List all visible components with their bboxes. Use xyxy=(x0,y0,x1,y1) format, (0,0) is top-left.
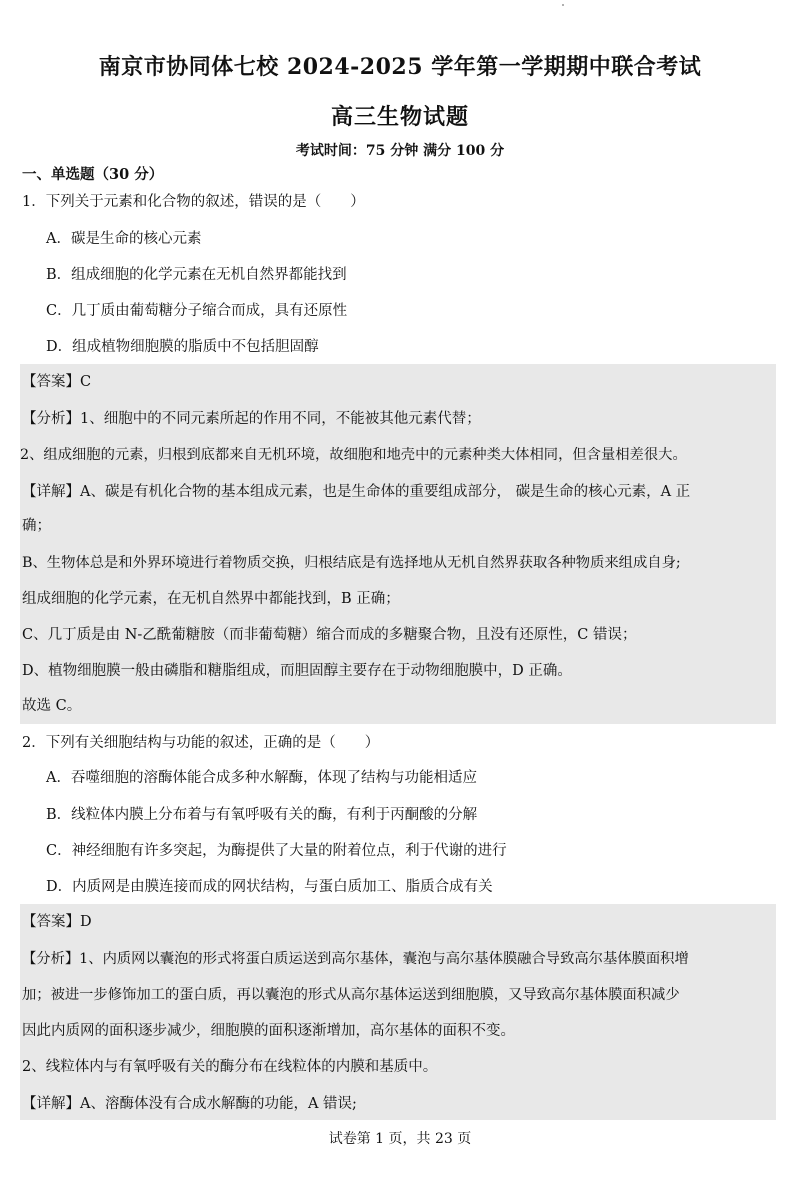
question-1-detail-a-cont: 确； xyxy=(22,518,51,534)
question-2-analysis-1-cont2: 因此内质网的面积逐步减少，细胞膜的面积逐渐增加，高尔基体的面积不变。 xyxy=(22,1023,515,1039)
question-1-option-a: A．碳是生命的核心元素 xyxy=(46,231,202,247)
question-1-analysis-1: 【分析】1、细胞中的不同元素所起的作用不同，不能被其他元素代替； xyxy=(22,411,481,427)
question-2-analysis-2: 2、线粒体内与有氧呼吸有关的酶分布在线粒体的内膜和基质中。 xyxy=(22,1059,438,1075)
question-1-analysis-2: 2、组成细胞的元素，归根到底都来自无机环境，故细胞和地壳中的元素种类大体相同，但含量相差很大。 xyxy=(20,447,687,463)
question-2-option-d: D．内质网是由膜连接而成的网状结构，与蛋白质加工、脂质合成有关 xyxy=(46,879,493,895)
question-1-stem: 1．下列关于元素和化合物的叙述，错误的是（ ） xyxy=(22,194,365,210)
section-heading: 一、单选题（30 分） xyxy=(22,166,164,183)
question-1-option-d: D．组成植物细胞膜的脂质中不包括胆固醇 xyxy=(46,339,319,355)
question-2-option-c: C．神经细胞有许多突起，为酶提供了大量的附着位点，利于代谢的进行 xyxy=(46,843,507,859)
page-footer: 试卷第 1 页，共 23 页 xyxy=(328,1131,472,1147)
question-2-analysis-1: 【分析】1、内质网以囊泡的形式将蛋白质运送到高尔基体，囊泡与高尔基体膜融合导致高尔基体膜面积增 xyxy=(22,951,689,967)
exam-title: 南京市协同体七校 2024-2025 学年第一学期期中联合考试 xyxy=(98,54,702,80)
exam-time-info: 考试时间：75 分钟 满分 100 分 xyxy=(295,143,505,159)
question-2-stem: 2．下列有关细胞结构与功能的叙述，正确的是（ ） xyxy=(22,735,380,751)
question-2-option-b: B．线粒体内膜上分布着与有氧呼吸有关的酶，有利于丙酮酸的分解 xyxy=(46,807,478,823)
exam-subject-title: 高三生物试题 xyxy=(330,104,469,130)
question-1-conclusion: 故选 C。 xyxy=(22,698,82,714)
question-1-detail-b: B、生物体总是和外界环境进行着物质交换，归根结底是有选择地从无机自然界获取各种物质来组成自身; xyxy=(22,555,681,571)
question-1-answer: 【答案】C xyxy=(22,374,92,390)
question-1-option-b: B．组成细胞的化学元素在无机自然界都能找到 xyxy=(46,267,347,283)
question-2-answer: 【答案】D xyxy=(22,914,92,930)
question-2-solution-box xyxy=(20,904,776,1120)
question-1-option-c: C．几丁质由葡萄糖分子缩合而成，具有还原性 xyxy=(46,303,348,319)
question-1-detail-a: 【详解】A、碳是有机化合物的基本组成元素，也是生命体的重要组成部分， 碳是生命的核心元素，A 正 xyxy=(22,484,691,500)
question-2-option-a: A．吞噬细胞的溶酶体能合成多种水解酶，体现了结构与功能相适应 xyxy=(46,770,477,786)
question-1-detail-d: D、植物细胞膜一般由磷脂和糖脂组成，而胆固醇主要存在于动物细胞膜中，D 正确。 xyxy=(22,663,572,679)
scan-speck xyxy=(562,4,564,6)
question-1-detail-b-cont: 组成细胞的化学元素，在无机自然界中都能找到，B 正确； xyxy=(22,591,400,607)
question-2-detail-a: 【详解】A、溶酶体没有合成水解酶的功能，A 错误; xyxy=(22,1096,357,1112)
question-2-analysis-1-cont: 加；被进一步修饰加工的蛋白质，再以囊泡的形式从高尔基体运送到细胞膜，又导致高尔基体膜面积减少 xyxy=(22,987,680,1003)
question-1-detail-c: C、几丁质是由 N-乙酰葡糖胺（而非葡萄糖）缩合而成的多糖聚合物，且没有还原性，C 错误； xyxy=(22,627,637,643)
